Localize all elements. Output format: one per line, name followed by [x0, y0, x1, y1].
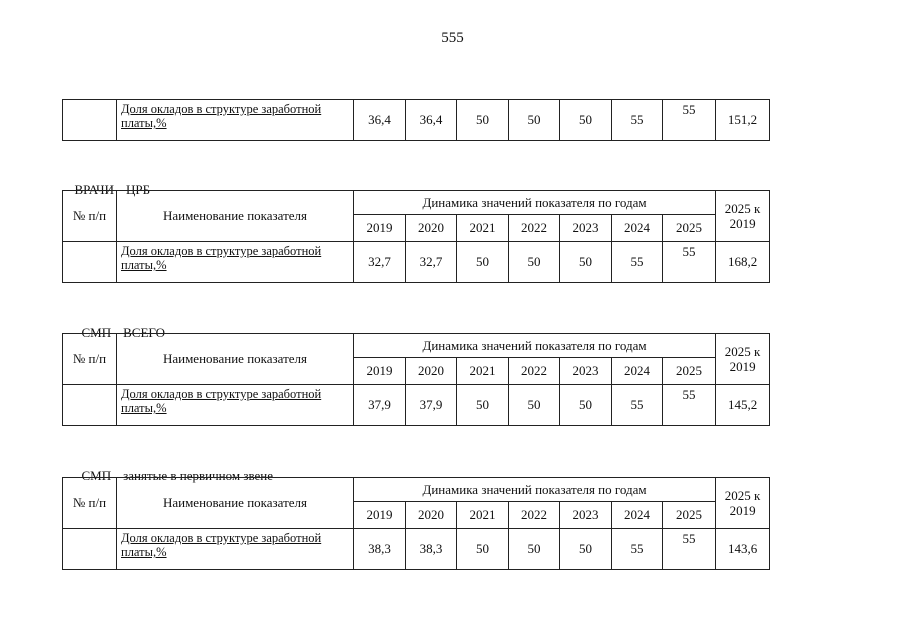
row-number-cell — [63, 385, 117, 426]
column-header-name: Наименование показателя — [117, 334, 354, 385]
value-cell: 50 — [509, 385, 560, 426]
value-cell: 55 — [612, 529, 663, 570]
year-header: 2022 — [509, 502, 560, 529]
year-header: 2019 — [354, 358, 406, 385]
value-cell: 36,4 — [406, 100, 457, 141]
value-cell: 50 — [560, 242, 612, 283]
column-header-ratio: 2025 к 2019 — [716, 334, 770, 385]
year-header: 2021 — [457, 502, 509, 529]
year-header: 2023 — [560, 215, 612, 242]
value-cell: 37,9 — [406, 385, 457, 426]
header-row — [63, 191, 770, 215]
value-cell: 50 — [560, 529, 612, 570]
value-cell: 50 — [509, 100, 560, 141]
value-cell: 55 — [663, 100, 716, 141]
table-row — [63, 100, 770, 141]
value-cell: 37,9 — [354, 385, 406, 426]
value-cell: 50 — [457, 529, 509, 570]
value-cell: 38,3 — [354, 529, 406, 570]
row-number-cell — [63, 242, 117, 283]
year-header: 2025 — [663, 358, 716, 385]
value-cell: 55 — [612, 385, 663, 426]
value-cell: 50 — [457, 242, 509, 283]
indicator-name-cell: Доля окладов в структуре заработной платы,% — [117, 242, 354, 283]
value-cell: 55 — [612, 242, 663, 283]
year-header: 2025 — [663, 215, 716, 242]
year-header: 2022 — [509, 358, 560, 385]
column-header-ratio: 2025 к 2019 — [716, 191, 770, 242]
table-row — [63, 529, 770, 570]
page-number: 555 — [441, 30, 464, 46]
column-header-ratio: 2025 к 2019 — [716, 478, 770, 529]
column-header-name: Наименование показателя — [117, 478, 354, 529]
table-row — [63, 242, 770, 283]
year-header: 2019 — [354, 215, 406, 242]
value-cell: 50 — [560, 385, 612, 426]
header-row — [63, 478, 770, 502]
value-cell: 32,7 — [406, 242, 457, 283]
value-cell: 55 — [663, 385, 716, 426]
indicator-name-cell: Доля окладов в структуре заработной платы,% — [117, 100, 354, 141]
year-header: 2020 — [406, 502, 457, 529]
value-cell: 50 — [509, 242, 560, 283]
row-number-cell — [63, 529, 117, 570]
year-header: 2024 — [612, 215, 663, 242]
year-header: 2020 — [406, 358, 457, 385]
section-title-subgroup: ЦРБ — [126, 182, 151, 197]
year-header: 2019 — [354, 502, 406, 529]
ratio-cell: 151,2 — [716, 100, 770, 141]
column-header-number: № п/п — [63, 478, 117, 529]
year-header: 2021 — [457, 215, 509, 242]
section-title-group: СМП — [81, 325, 112, 340]
value-cell: 32,7 — [354, 242, 406, 283]
header-row — [63, 334, 770, 358]
value-cell: 50 — [457, 385, 509, 426]
top-table — [62, 99, 770, 141]
value-cell: 50 — [509, 529, 560, 570]
year-header: 2024 — [612, 358, 663, 385]
indicator-name-cell: Доля окладов в структуре заработной платы,% — [117, 529, 354, 570]
column-header-dynamics: Динамика значений показателя по годам — [354, 334, 716, 358]
column-header-dynamics: Динамика значений показателя по годам — [354, 478, 716, 502]
year-header: 2023 — [560, 502, 612, 529]
year-header: 2024 — [612, 502, 663, 529]
ratio-cell: 168,2 — [716, 242, 770, 283]
value-cell: 36,4 — [354, 100, 406, 141]
year-header: 2025 — [663, 502, 716, 529]
indicator-name-cell: Доля окладов в структуре заработной платы,% — [117, 385, 354, 426]
year-header: 2021 — [457, 358, 509, 385]
ratio-cell: 143,6 — [716, 529, 770, 570]
year-header: 2023 — [560, 358, 612, 385]
column-header-number: № п/п — [63, 334, 117, 385]
value-cell: 55 — [663, 242, 716, 283]
indicator-table — [62, 190, 770, 283]
year-header: 2022 — [509, 215, 560, 242]
section-title-group: СМП — [81, 468, 112, 483]
indicator-table — [62, 333, 770, 426]
column-header-name: Наименование показателя — [117, 191, 354, 242]
row-number-cell — [63, 100, 117, 141]
table-row — [63, 385, 770, 426]
year-header: 2020 — [406, 215, 457, 242]
value-cell: 55 — [612, 100, 663, 141]
section-title-subgroup: занятые в первичном звене — [123, 468, 274, 483]
section-title-subgroup: ВСЕГО — [123, 325, 165, 340]
indicator-table — [62, 477, 770, 570]
value-cell: 55 — [663, 529, 716, 570]
value-cell: 50 — [560, 100, 612, 141]
value-cell: 50 — [457, 100, 509, 141]
column-header-dynamics: Динамика значений показателя по годам — [354, 191, 716, 215]
ratio-cell: 145,2 — [716, 385, 770, 426]
column-header-number: № п/п — [63, 191, 117, 242]
value-cell: 38,3 — [406, 529, 457, 570]
section-title-group: ВРАЧИ — [74, 182, 114, 197]
